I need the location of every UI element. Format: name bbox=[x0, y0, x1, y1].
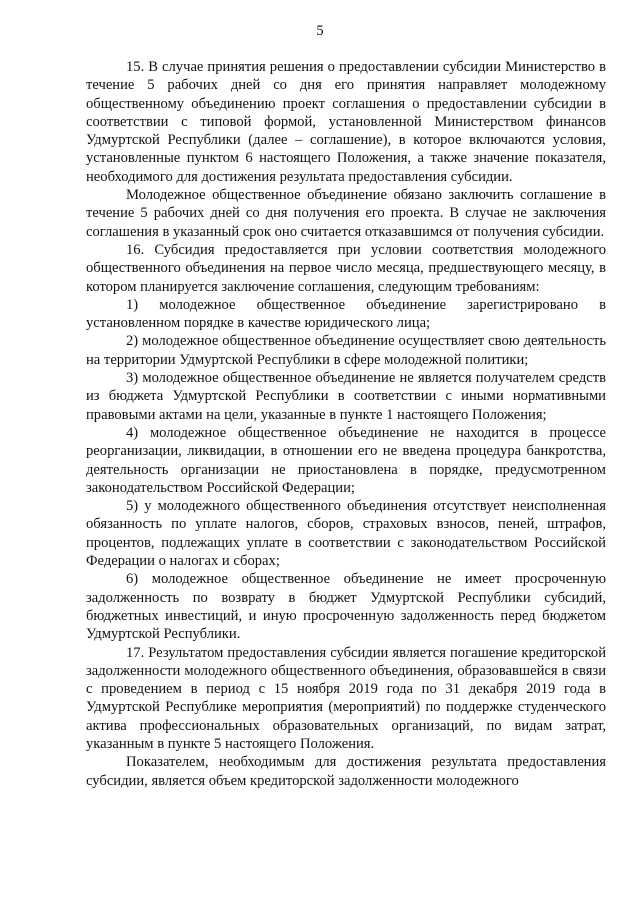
requirement-4: 4) молодежное общественное объединение не находится в процессе реорганизации, ликвидации, в отношении его не введена процедура банкротства, деятельность организации не приостановлена в порядке, предусмотренном законодательством Российской Федерации; bbox=[86, 424, 606, 496]
page-number: 5 bbox=[316, 23, 324, 39]
requirement-2: 2) молодежное общественное объединение осуществляет свою деятельность на территории Удмуртской Республики в сфере молодежной политики; bbox=[86, 333, 606, 368]
requirement-6: 6) молодежное общественное объединение не имеет просроченную задолженность по возврату в бюджет Удмуртской Республики субсидий, бюджетных инвестиций, и иную просроченную задолженность перед бюджетом Удмуртской Республики. bbox=[86, 571, 606, 643]
paragraph-indicator: Показателем, необходимым для достижения результата предоставления субсидии, является объем кредиторской задолженности молодежного bbox=[86, 754, 606, 789]
requirement-3: 3) молодежное общественное объединение не является получателем средств из бюджета Удмуртской Республики в соответствии с иными нормативными правовыми актами на цели, указанные в пункте 1 настоящего Положения; bbox=[86, 370, 606, 423]
document-body bbox=[86, 58, 606, 790]
requirement-5: 5) у молодежного общественного объединения отсутствует неисполненная обязанность по уплате налогов, сборов, страховых взносов, пеней, штрафов, процентов, подлежащих уплате в соответствии с законодательством Российской Федерации о налогах и сборах; bbox=[86, 498, 606, 570]
paragraph-15: 15. В случае принятия решения о предоставлении субсидии Министерство в течение 5 рабочих дней со дня его принятия направляет молодежному общественному объединению проект соглашения о предоставлении субсидии в соответствии с типовой формой, установленной Министерством финансов Удмуртской Республики (далее – соглашение), в которое включаются условия, установленные пунктом 6 настоящего Положения, а также значение показателя, необходимого для достижения результата предоставления субсидии. bbox=[86, 59, 606, 185]
paragraph-16: 16. Субсидия предоставляется при условии соответствия молодежного общественного объединения на первое число месяца, предшествующего месяцу, в котором планируется заключение соглашения, следующим требованиям: bbox=[86, 241, 606, 295]
paragraph-agreement-obligation: Молодежное общественное объединение обязано заключить соглашение в течение 5 рабочих дней со дня получения его проекта. В случае не заключения соглашения в указанный срок оно считается отказавшимся от получения субсидии. bbox=[86, 187, 606, 240]
requirement-1: 1) молодежное общественное объединение зарегистрировано в установленном порядке в качестве юридического лица; bbox=[86, 296, 606, 332]
paragraph-17: 17. Результатом предоставления субсидии является погашение кредиторской задолженности молодежного общественного объединения, образовавшейся в связи с проведением в период с 15 ноября 2019 года по 31 декабря 2019 года в Удмуртской Республике мероприятия (мероприятий) по поддержке студенческого актива профессиональных образовательных организаций, по видам затрат, указанным в пункте 5 настоящего Положения. bbox=[86, 644, 606, 752]
